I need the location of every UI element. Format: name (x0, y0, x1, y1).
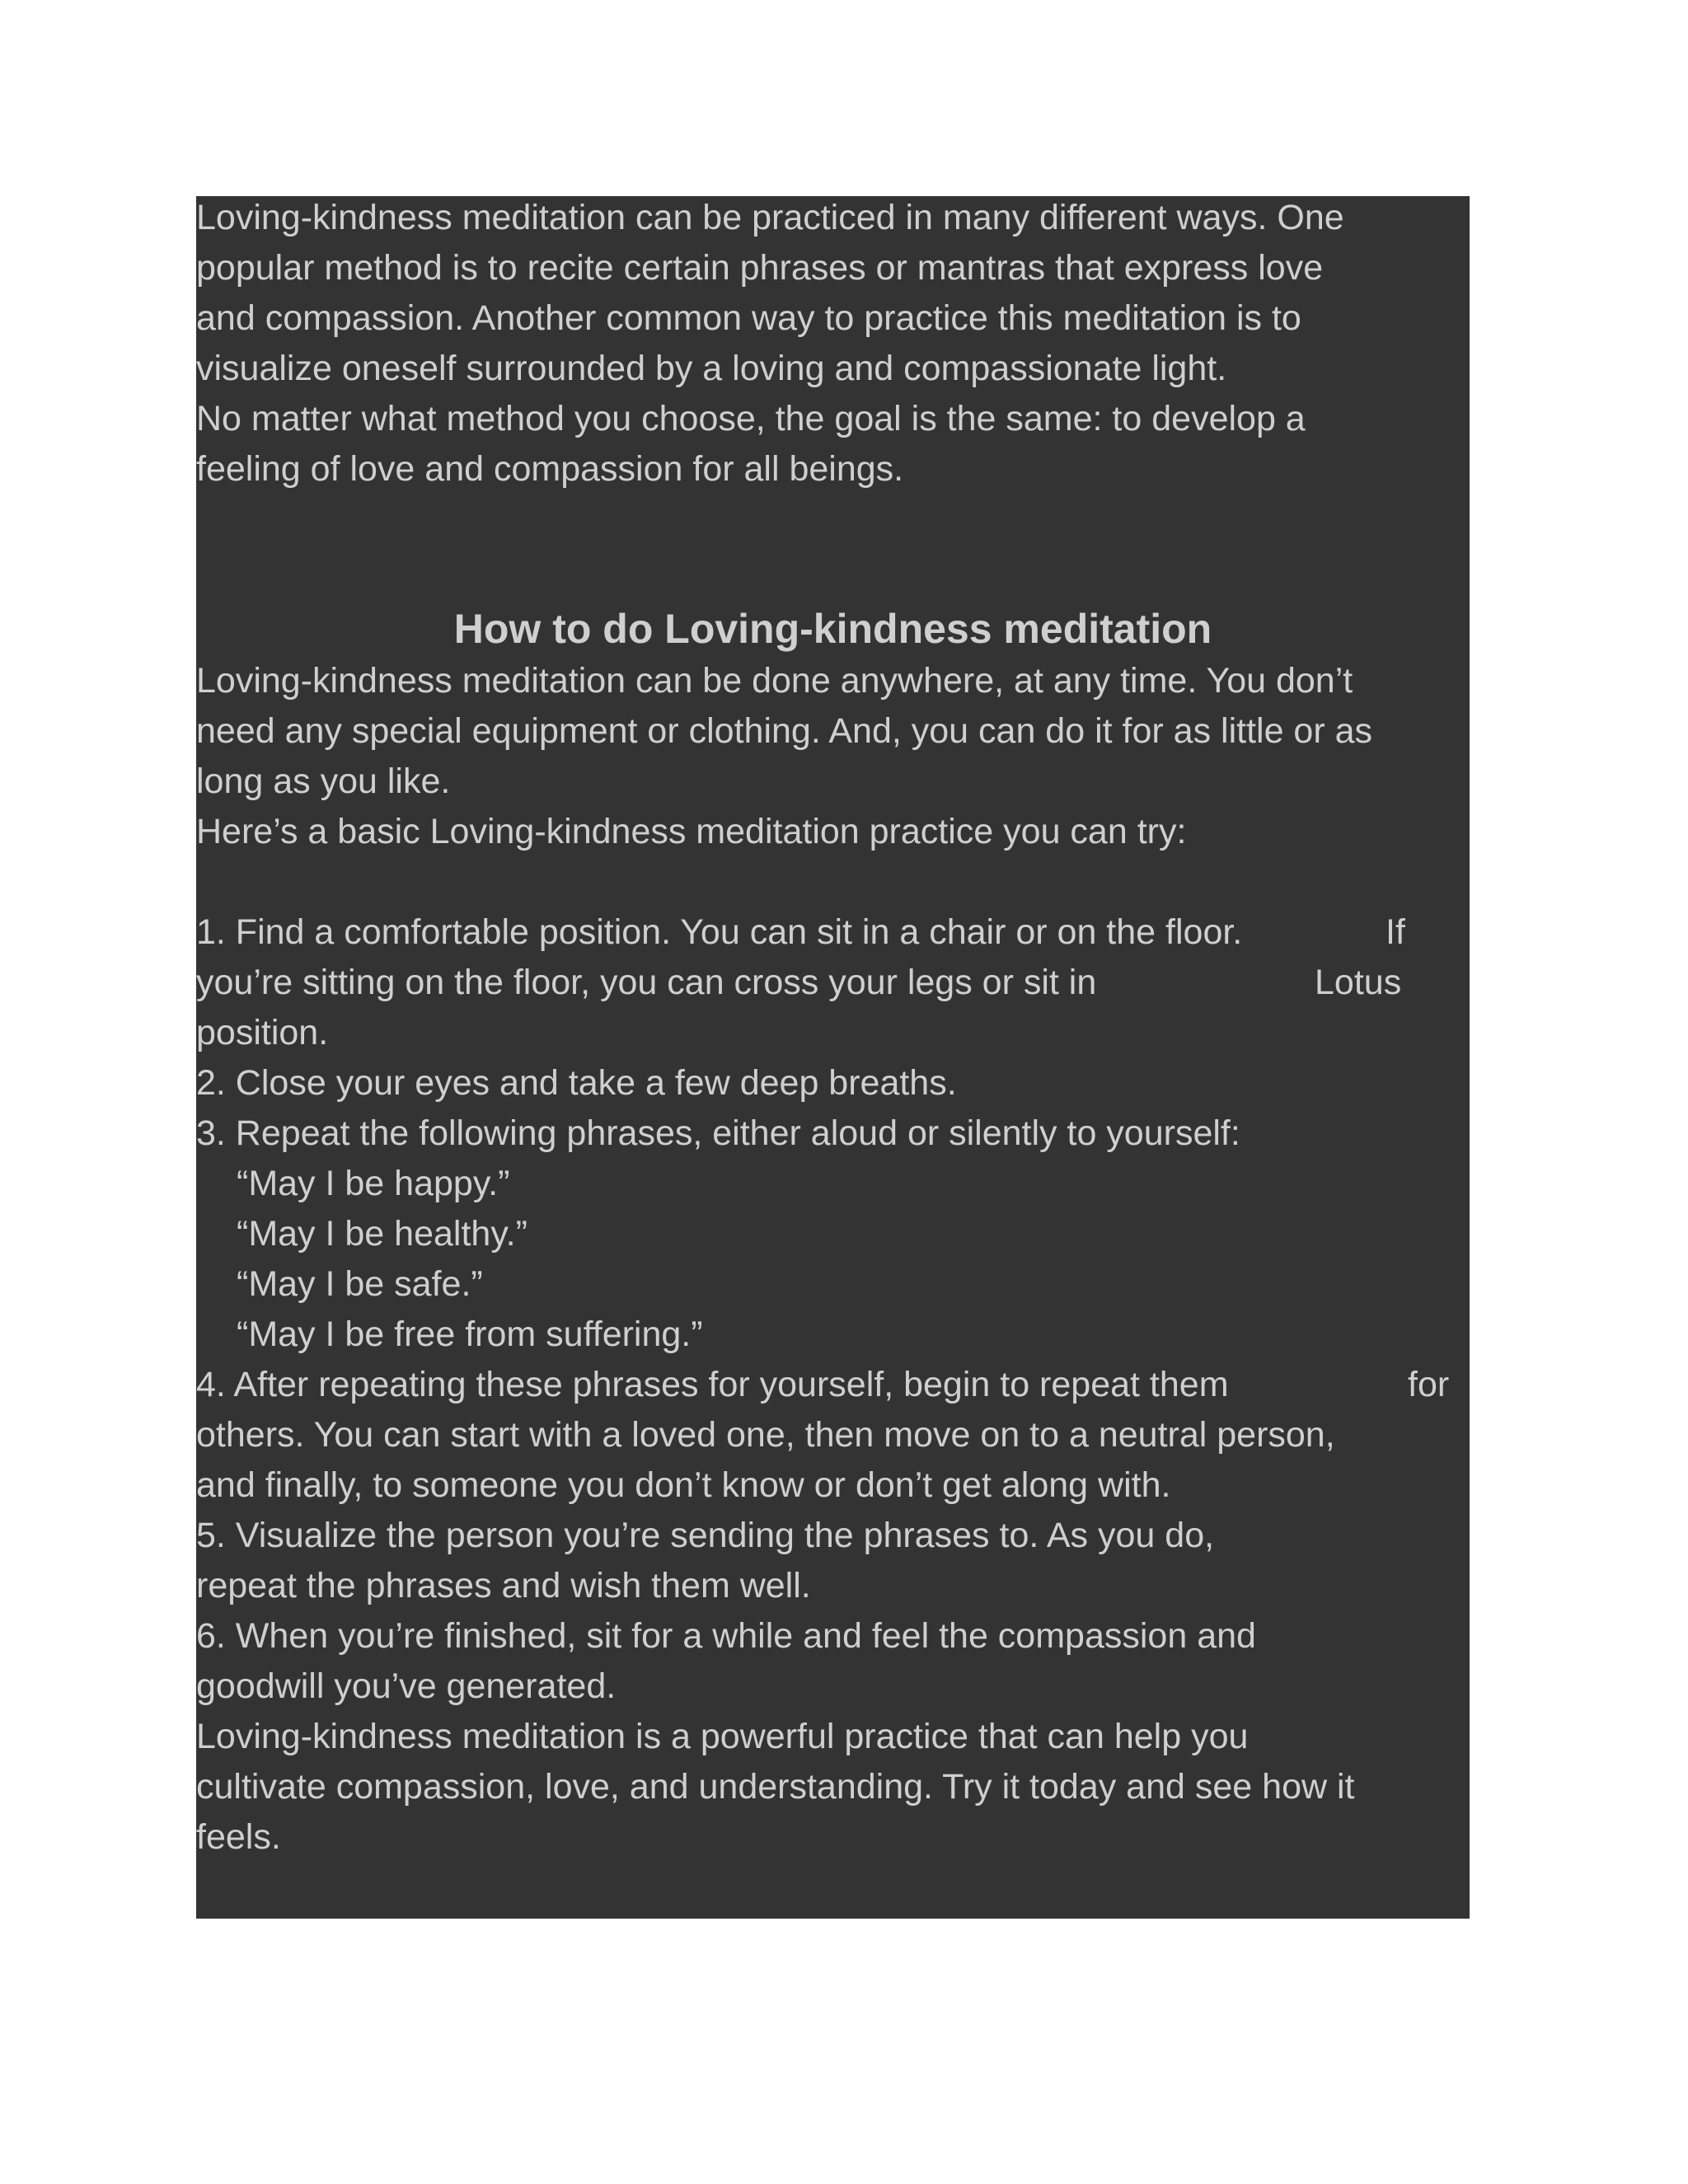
step-1-line-end: If (1386, 912, 1405, 952)
step-1-line-end: Lotus (1315, 963, 1402, 1002)
intro-line: visualize oneself surrounded by a loving and compassionate light. (196, 349, 1227, 388)
step-1-line: position. (196, 1013, 329, 1052)
step-1-line: 1. Find a comfortable position. You can sit in a chair or on the floor. (196, 912, 1243, 952)
step-4-line: others. You can start with a loved one, then move on to a neutral person, (196, 1415, 1335, 1455)
step-1-line: you’re sitting on the floor, you can cross your legs or sit in (196, 963, 1097, 1002)
closing-line: cultivate compassion, love, and understanding. Try it today and see how it (196, 1767, 1355, 1807)
section-intro-line: Loving-kindness meditation can be done anywhere, at any time. You don’t (196, 661, 1353, 701)
intro-line: popular method is to recite certain phrases or mantras that express love (196, 248, 1324, 288)
intro-line: No matter what method you choose, the goal is the same: to develop a (196, 399, 1306, 438)
closing-line: Loving-kindness meditation is a powerful practice that can help you (196, 1717, 1249, 1756)
section-heading: How to do Loving-kindness meditation (453, 606, 1212, 652)
step-5-line: 5. Visualize the person you’re sending the phrases to. As you do, (196, 1516, 1215, 1555)
phrase-item: “May I be healthy.” (237, 1214, 528, 1254)
step-2-line: 2. Close your eyes and take a few deep breaths. (196, 1063, 957, 1103)
phrase-item: “May I be safe.” (237, 1264, 483, 1304)
step-4-line: and finally, to someone you don’t know or don’t get along with. (196, 1465, 1171, 1505)
phrase-item: “May I be happy.” (237, 1164, 510, 1203)
section-intro-line: need any special equipment or clothing. And, you can do it for as little or as (196, 711, 1373, 751)
step-3-line: 3. Repeat the following phrases, either aloud or silently to yourself: (196, 1113, 1240, 1153)
phrase-item: “May I be free from suffering.” (237, 1315, 703, 1354)
section-intro-line: long as you like. (196, 762, 451, 801)
closing-line: feels. (196, 1817, 281, 1857)
section-intro-line: Here’s a basic Loving-kindness meditation practice you can try: (196, 812, 1187, 851)
step-6-line: goodwill you’ve generated. (196, 1666, 617, 1706)
intro-line: and compassion. Another common way to practice this meditation is to (196, 298, 1301, 338)
step-4-line: 4. After repeating these phrases for yourself, begin to repeat them (196, 1365, 1229, 1404)
step-5-line: repeat the phrases and wish them well. (196, 1566, 811, 1605)
intro-line: Loving-kindness meditation can be practiced in many different ways. One (196, 198, 1344, 237)
step-6-line: 6. When you’re finished, sit for a while and feel the compassion and (196, 1616, 1256, 1656)
intro-line: feeling of love and compassion for all beings. (196, 449, 904, 489)
step-4-line-end: for (1408, 1365, 1450, 1404)
